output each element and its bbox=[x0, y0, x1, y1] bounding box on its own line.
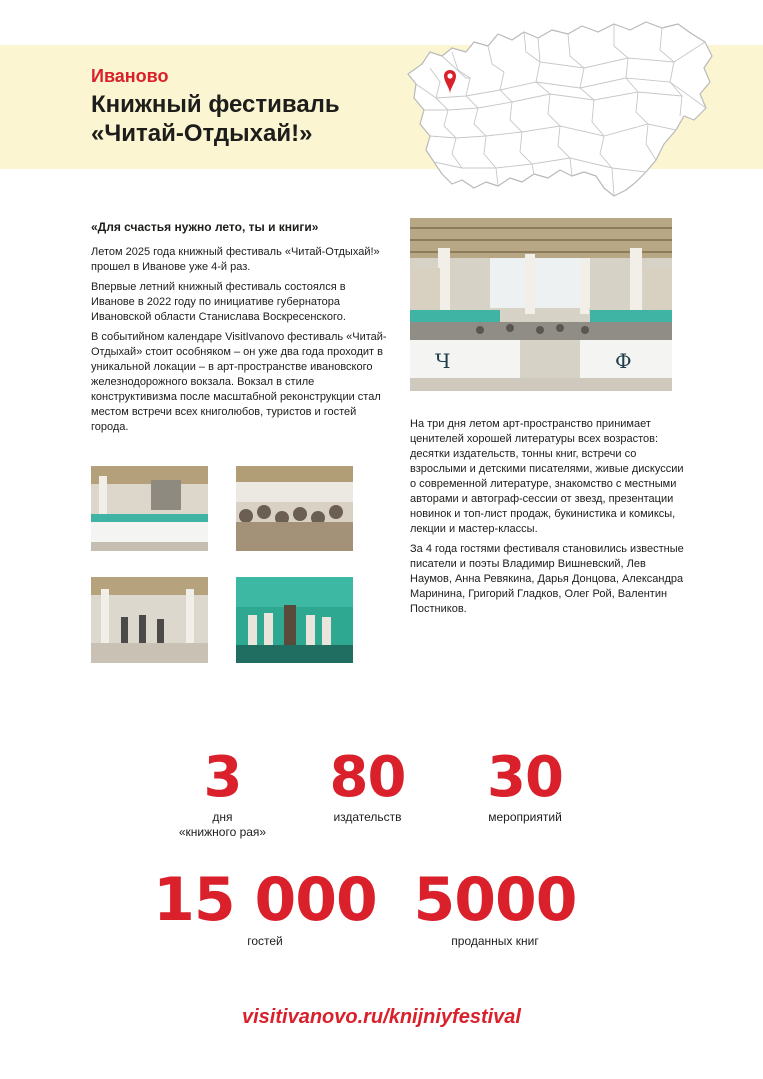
svg-text:Ч: Ч bbox=[435, 349, 451, 373]
left-text bbox=[91, 245, 391, 440]
stat-value: 5000 bbox=[413, 865, 577, 935]
paragraph: Летом 2025 года книжный фестиваль «Читай-Отдыхай!» прошел в Иванове уже 4-й раз. bbox=[91, 246, 380, 273]
festival-photo bbox=[91, 466, 208, 551]
right-text bbox=[410, 417, 685, 622]
stat-value: 80 bbox=[329, 745, 406, 810]
svg-text:Ф: Ф bbox=[615, 349, 632, 373]
stat-books-sold bbox=[390, 866, 600, 949]
paragraph: На три дня летом арт-пространство принимает ценителей хорошей литературы всех возрастов: десятки издательств, тонны книг, встречи со взрослыми и детскими писателями, живые дискуссии о современной литературе, знакомство с местными авторами и автограф-сессии от звезд, презентации новинок и топ-лист продаж, букинистика и комиксы, лекции и мастер-классы. bbox=[410, 418, 684, 535]
paragraph: За 4 года гостями фестиваля становились известные писатели и поэты Владимир Вишневский, Лев Наумов, Анна Ревякина, Дарья Донцова, Александра Маринина, Григорий Гладков, Олег Рой, Валентин Постников. bbox=[410, 543, 684, 615]
stat-days bbox=[150, 746, 295, 840]
stat-publishers bbox=[300, 746, 435, 825]
stat-label: мероприятий bbox=[488, 810, 562, 824]
stat-label: «книжного рая» bbox=[178, 825, 267, 839]
title-line-1: Книжный фестиваль bbox=[91, 91, 340, 118]
festival-hall-photo bbox=[410, 218, 672, 391]
page-title bbox=[91, 90, 340, 148]
festival-photo bbox=[91, 577, 208, 663]
russia-map bbox=[400, 12, 725, 202]
stat-value: 15 000 bbox=[153, 865, 377, 935]
festival-photo bbox=[236, 577, 353, 663]
stat-label: проданных книг bbox=[451, 934, 539, 948]
festival-photo bbox=[236, 466, 353, 551]
stat-value: 3 bbox=[203, 745, 242, 810]
stat-label: гостей bbox=[247, 934, 283, 948]
title-line-2: «Читай-Отдыхай!» bbox=[91, 120, 313, 147]
stat-guests bbox=[150, 866, 380, 949]
stat-value: 30 bbox=[487, 745, 563, 810]
paragraph: Впервые летний книжный фестиваль состоялся в Иванове в 2022 году по инициативе губернатора Ивановской области Станислава Воскресенского. bbox=[91, 281, 346, 323]
festival-link[interactable]: visitivanovo.ru/knijniyfestival bbox=[242, 1006, 521, 1028]
stat-label: дня bbox=[212, 810, 233, 824]
quote-heading: «Для счастья нужно лето, ты и книги» bbox=[91, 220, 319, 234]
paragraph: В событийном календаре VisitIvanovo фестиваль «Читай-Отдыхай» стоит особняком – он уже два года проходит в уникальной локации – в арт-пространстве ивановского железнодорожного вокзала. Вокзал в стиле конструктивизма после масштабной реконструкции стал местом встречи всех книголюбов, туристов и гостей города. bbox=[91, 331, 387, 433]
stat-label: издательств bbox=[333, 810, 402, 824]
city-name: Иваново bbox=[91, 66, 169, 86]
stat-events bbox=[455, 746, 595, 825]
